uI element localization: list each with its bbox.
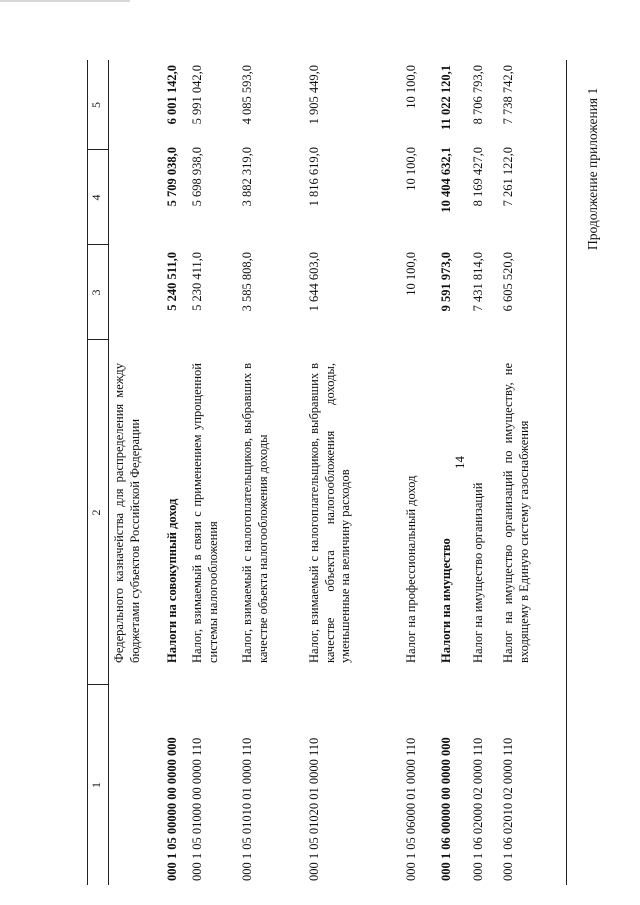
row-value-col4: 5 698 938,0	[190, 147, 204, 207]
row-value-col3: 7 431 814,0	[471, 252, 485, 312]
col-header-5: 5	[89, 102, 103, 108]
page-number: 14	[452, 456, 467, 469]
row-code: 000 1 05 06000 01 0000 110	[404, 737, 418, 881]
row-name: Налоги на совокупный доход	[165, 498, 179, 663]
row-value-col5: 1 905 449,0	[307, 65, 321, 125]
row-name: Налог на имущество организаций	[471, 482, 485, 663]
row-value-col3: 1 644 603,0	[307, 252, 321, 312]
row-value-col5: 10 100,0	[404, 65, 418, 109]
row-value-col4: 5 709 038,0	[165, 147, 179, 207]
row-code: 000 1 05 01000 00 0000 110	[190, 737, 204, 881]
row-name: Налог, взимаемый с налогоплательщиков, выбравших в качестве объекта налогообложения доходы, уменьшенные на величину расходов	[307, 363, 352, 663]
table-top-rule	[87, 60, 88, 885]
row-code: 000 1 05 00000 00 0000 000	[165, 737, 179, 881]
row-value-col5: 7 738 742,0	[501, 65, 515, 125]
row-name: Налог на имущество организаций по имуществу, не входящему в Единую систему газоснабжения	[501, 363, 531, 663]
row-code: 000 1 06 02010 02 0000 110	[501, 737, 515, 881]
row-value-col5: 5 991 042,0	[190, 65, 204, 125]
row-name: Налог, взимаемый в связи с применением упрощенной системы налогообложения	[190, 363, 220, 663]
row-value-col3: 3 585 808,0	[240, 252, 254, 312]
row-value-col3: 10 100,0	[404, 252, 418, 296]
row-value-col4: 8 169 427,0	[471, 147, 485, 207]
row-value-col4: 1 816 619,0	[307, 147, 321, 207]
row-value-col5: 11 022 120,1	[439, 65, 453, 130]
row-name: Федерального казначейства для распределения между бюджетами субъектов Российской Федерации	[112, 363, 142, 663]
row-value-col5: 8 706 793,0	[471, 65, 485, 125]
continuation-note: Продолжение приложения 1	[585, 87, 600, 250]
row-value-col4: 10 100,0	[404, 147, 418, 191]
col-header-3: 3	[89, 289, 103, 296]
header-bottom-rule	[108, 60, 109, 885]
row-value-col5: 4 085 593,0	[240, 65, 254, 125]
col-header-4: 4	[89, 194, 103, 201]
col-header-2: 2	[89, 509, 103, 516]
row-code: 000 1 06 02000 02 0000 110	[471, 737, 485, 881]
row-name: Налоги на имущество	[439, 538, 453, 663]
row-value-col4: 3 882 319,0	[240, 147, 254, 207]
row-code: 000 1 06 00000 00 0000 000	[439, 737, 453, 881]
row-value-col5: 6 001 142,0	[165, 65, 179, 125]
table-bottom-rule	[566, 60, 567, 885]
revenue-table	[87, 60, 566, 885]
row-name: Налог на профессиональный доход	[404, 475, 418, 663]
row-value-col3: 6 605 520,0	[501, 252, 515, 312]
row-name: Налог, взимаемый с налогоплательщиков, выбравших в качестве объекта налогообложения доходы	[240, 363, 270, 663]
row-value-col3: 5 230 411,0	[190, 252, 204, 311]
row-value-col4: 10 404 632,1	[439, 147, 453, 213]
row-value-col3: 9 591 973,0	[439, 252, 453, 312]
row-value-col3: 5 240 511,0	[165, 252, 179, 311]
col-header-1: 1	[89, 782, 103, 788]
row-value-col4: 7 261 122,0	[501, 147, 515, 207]
row-code: 000 1 05 01010 01 0000 110	[240, 737, 254, 881]
row-code: 000 1 05 01020 01 0000 110	[307, 737, 321, 881]
